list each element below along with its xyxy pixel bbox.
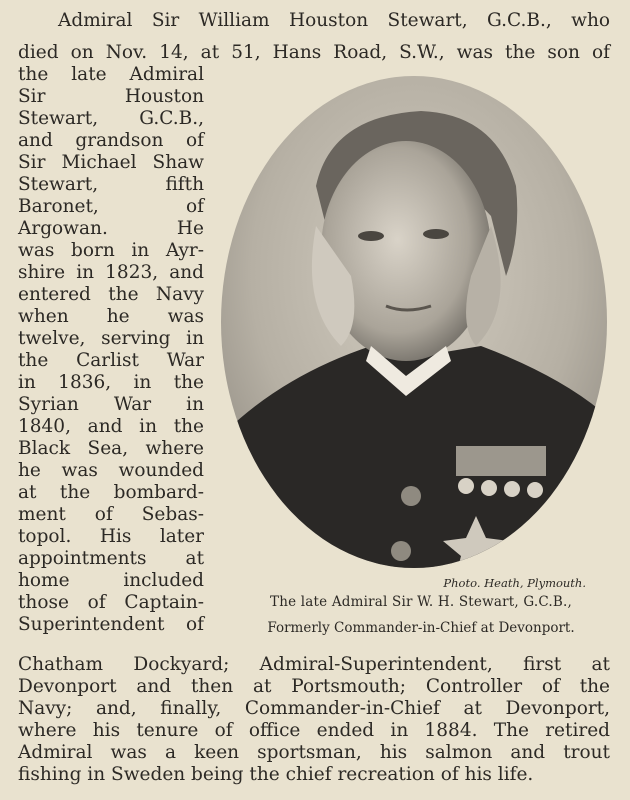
article-line: Sir Michael Shaw (18, 152, 204, 173)
article-line: Stewart, G.C.B., (18, 108, 204, 129)
article-line: Superintendent of (18, 614, 204, 635)
article-line: Admiral was a keen sportsman, his salmon and trout (18, 742, 610, 763)
article-line: shire in 1823, and (18, 262, 204, 283)
portrait-photo (221, 76, 607, 568)
article-line: he was wounded (18, 460, 204, 481)
article-line: where his tenure of office ended in 1884. The retired (18, 720, 610, 741)
article-line: twelve, serving in (18, 328, 204, 349)
article-line: at the bombard- (18, 482, 204, 503)
article-line: home included (18, 570, 204, 591)
article-line: the late Admiral (18, 64, 204, 85)
article-line: Syrian War in (18, 394, 204, 415)
article-line: died on Nov. 14, at 51, Hans Road, S.W., was the son of (18, 42, 610, 63)
article-line: Baronet, of (18, 196, 204, 217)
article-line: Stewart, fifth (18, 174, 204, 195)
photo-caption-subtitle: Formerly Commander-in-Chief at Devonport. (267, 620, 575, 636)
article-line: in 1836, in the (18, 372, 204, 393)
article-line: was born in Ayr- (18, 240, 204, 261)
article-line: and grandson of (18, 130, 204, 151)
article-line: 1840, and in the (18, 416, 204, 437)
article-line: ment of Sebas- (18, 504, 204, 525)
article-line: Admiral Sir William Houston Stewart, G.C.B., who (58, 10, 610, 31)
article-line: Chatham Dockyard; Admiral-Superintendent, first at (18, 654, 610, 675)
photo-caption-title: The late Admiral Sir W. H. Stewart, G.C.B., (269, 594, 572, 610)
article-line: Black Sea, where (18, 438, 204, 459)
article-line: Sir Houston (18, 86, 204, 107)
photo-credit: Photo. Heath, Plymouth. (443, 576, 586, 590)
article-line: appointments at (18, 548, 204, 569)
article-line: when he was (18, 306, 204, 327)
article-line: fishing in Sweden being the chief recreation of his life. (18, 764, 534, 785)
article-line: topol. His later (18, 526, 204, 547)
article-line: Devonport and then at Portsmouth; Controller of the (18, 676, 610, 697)
article-line: Navy; and, finally, Commander-in-Chief at Devonport, (18, 698, 610, 719)
article-line: the Carlist War (18, 350, 204, 371)
article-line: entered the Navy (18, 284, 204, 305)
article-line: those of Captain- (18, 592, 204, 613)
article-line: Argowan. He (18, 218, 204, 239)
